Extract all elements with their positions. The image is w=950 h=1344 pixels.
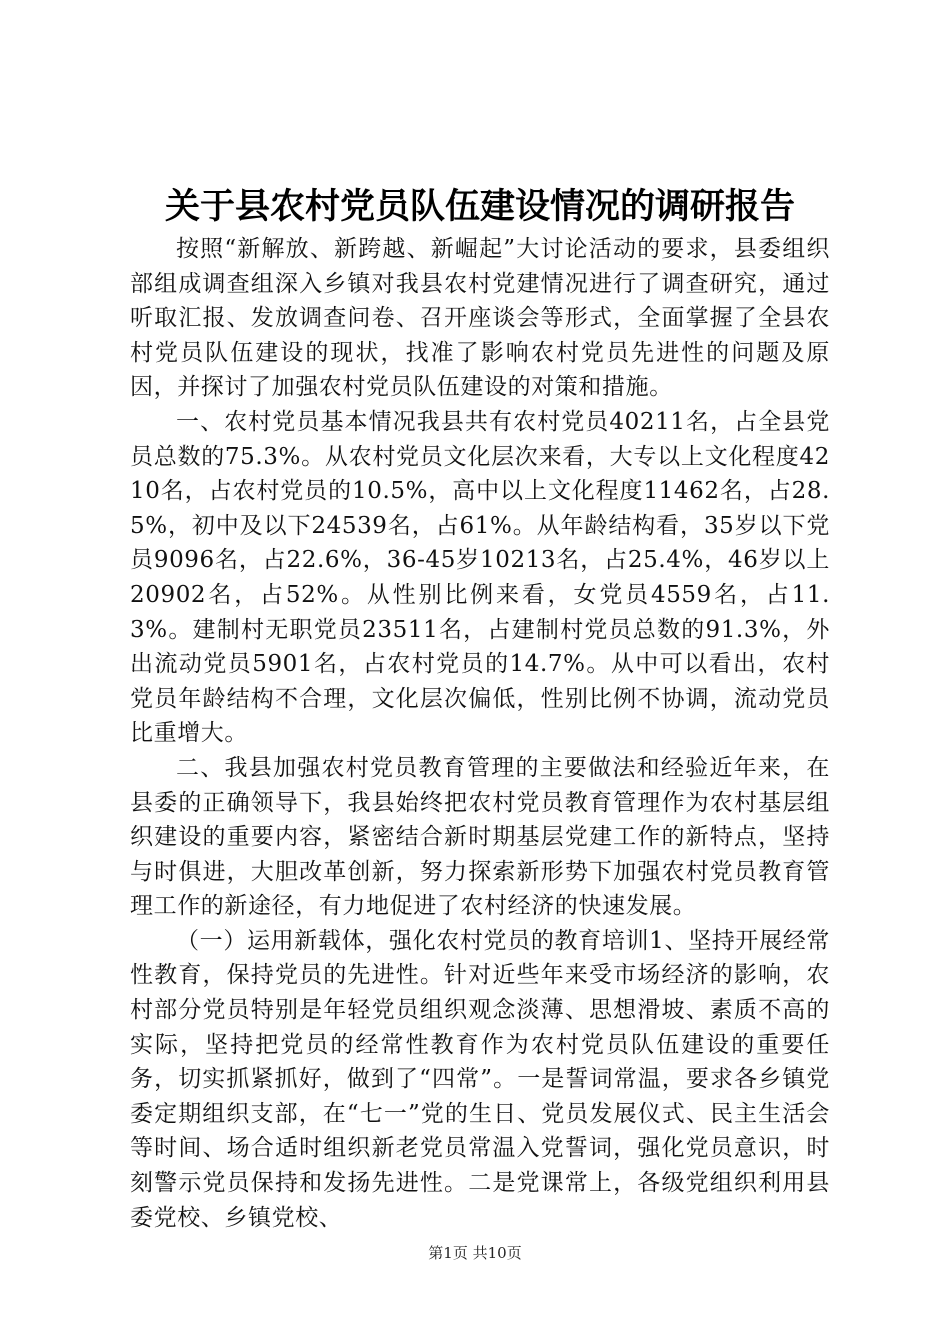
document-body: [130, 232, 830, 1235]
paragraph-basic-situation: 一、农村党员基本情况我县共有农村党员40211名，占全县党员总数的75.3%。从农村党员文化层次来看，大专以上文化程度4210名，占农村党员的10.5%，高中以上文化程度11462名，占28.5%，初中及以下24539名，占61%。从年龄结构看，35岁以下党员9096名，占22.6%，36-45岁10213名，占25.4%，46岁以上20902名，占52%。从性别比例来看，女党员4559名，占11.3%。建制村无职党员23511名，占建制村党员总数的91.3%，外出流动党员5901名，占农村党员的14.7%。从中可以看出，农村党员年龄结构不合理，文化层次偏低，性别比例不协调，流动党员比重增大。: [130, 408, 830, 747]
paragraph-main-practices: 二、我县加强农村党员教育管理的主要做法和经验近年来，在县委的正确领导下，我县始终把农村党员教育管理作为农村基层组织建设的重要内容，紧密结合新时期基层党建工作的新特点，坚持与时俱进，大胆改革创新，努力探索新形势下加强农村党员教育管理工作的新途径，有力地促进了农村经济的快速发展。: [130, 754, 830, 920]
document-title: 关于县农村党员队伍建设情况的调研报告: [164, 186, 795, 227]
paragraph-education-training: （一）运用新载体，强化农村党员的教育培训1、坚持开展经常性教育，保持党员的先进性。针对近些年来受市场经济的影响，农村部分党员特别是年轻党员组织观念淡薄、思想滑坡、素质不高的实际，坚持把党员的经常性教育作为农村党员队伍建设的重要任务，切实抓紧抓好，做到了“四常”。一是誓词常温，要求各乡镇党委定期组织支部，在“七一”党的生日、党员发展仪式、民主生活会等时间、场合适时组织新老党员常温入党誓词，强化党员意识，时刻警示党员保持和发扬先进性。二是党课常上，各级党组织利用县委党校、乡镇党校、: [130, 927, 830, 1231]
page-number-footer: 第1页 共10页: [428, 1244, 522, 1262]
paragraph-intro: 按照“新解放、新跨越、新崛起”大讨论活动的要求，县委组织部组成调查组深入乡镇对我县农村党建情况进行了调查研究，通过听取汇报、发放调查问卷、召开座谈会等形式，全面掌握了全县农村党员队伍建设的现状，找准了影响农村党员先进性的问题及原因，并探讨了加强农村党员队伍建设的对策和措施。: [130, 236, 830, 401]
